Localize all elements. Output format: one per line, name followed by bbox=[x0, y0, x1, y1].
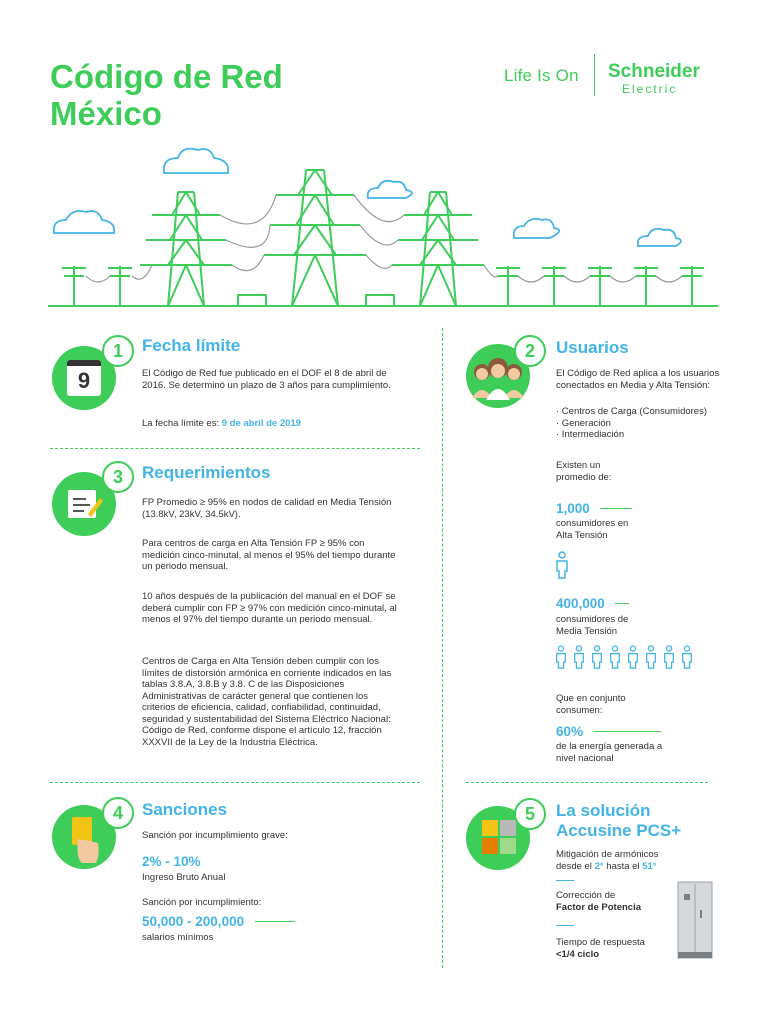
sanction-label: Sanción por incumplimiento: bbox=[142, 897, 262, 908]
stat-3-row bbox=[556, 723, 661, 741]
title-line-2: México bbox=[50, 95, 162, 132]
deadline bbox=[142, 418, 412, 430]
requirement-3: 10 años después de la publicación del manual en el DOF se deberá cumplir con FP ≥ 97% con medición cinco-minutal, al menos el 97% del tiempo durante un periodo mensual. bbox=[142, 591, 397, 625]
accent-line bbox=[615, 603, 629, 604]
sanction-value-row bbox=[142, 913, 295, 931]
brand-sub: Electric bbox=[622, 82, 678, 96]
pf-label: Corrección de bbox=[556, 890, 616, 901]
users-list-item: · Generación bbox=[556, 417, 611, 429]
mitigation-from: 2° bbox=[594, 860, 604, 872]
section-number: 2 bbox=[514, 335, 546, 367]
stat-1-row bbox=[556, 500, 632, 518]
users-text: El Código de Red aplica a los usuarios conectados en Media y Alta Tensión: bbox=[556, 368, 720, 391]
cloud-icon bbox=[54, 211, 115, 233]
requirement-1: FP Promedio ≥ 95% en nodos de calidad en Media Tensión (13.8kV, 23kV, 34.5kV). bbox=[142, 497, 392, 520]
accent-line bbox=[255, 921, 295, 922]
tower-1 bbox=[140, 192, 232, 306]
section-title: Fecha límite bbox=[142, 336, 241, 355]
section-title bbox=[556, 801, 681, 841]
person-icon bbox=[663, 645, 675, 669]
avg-intro: Existen un promedio de: bbox=[556, 460, 612, 483]
title-line-2: Accusine PCS+ bbox=[556, 821, 682, 840]
document-pen-icon bbox=[66, 486, 104, 522]
person-icon bbox=[555, 645, 567, 669]
calendar-icon bbox=[67, 360, 101, 396]
tower-2 bbox=[264, 170, 366, 306]
requirement-4: Centros de Carga en Alta Tensión deben cumplir con los límites de distorsión armónica en corriente indicados en las tablas 3.8.A, 3.8.B y 3.8. C de las Disposiciones Administrativas de carácter general que contienen los criterios de eficiencia, calidad, confiabilidad, continuidad, seguridad y sustentabilidad del Sistema Eléctrico Nacional: Código de Red, conforme dispone el artículo 12, fracción XXXVII de la Ley de la Industria Eléctrica. bbox=[142, 656, 392, 748]
deadline-value: 9 de abril de 2019 bbox=[221, 418, 301, 429]
person-icon bbox=[645, 645, 657, 669]
section-title: Sanciones bbox=[142, 800, 228, 819]
brand-divider bbox=[594, 54, 595, 96]
stat-3-value: 60% bbox=[556, 724, 584, 739]
accent-line bbox=[600, 508, 632, 509]
users-list bbox=[556, 406, 736, 441]
mitigation-to: 51° bbox=[642, 860, 657, 872]
people-row bbox=[555, 645, 693, 669]
response-value: <1/4 ciclo bbox=[556, 949, 600, 960]
cloud-icon bbox=[638, 229, 681, 246]
schneider-logo bbox=[608, 62, 700, 96]
section-divider bbox=[50, 782, 420, 783]
stat-2-value: 400,000 bbox=[556, 596, 605, 611]
users-list-item: · Centros de Carga (Consumidores) bbox=[556, 406, 708, 417]
mitigation-text bbox=[556, 849, 686, 872]
brand-name: Schneider bbox=[608, 61, 700, 82]
person-icon bbox=[573, 645, 585, 669]
accent-line bbox=[593, 731, 661, 732]
section-number: 3 bbox=[102, 461, 134, 493]
accent-line bbox=[556, 925, 574, 926]
accusine-cabinet-image bbox=[676, 880, 714, 960]
section-number: 4 bbox=[102, 797, 134, 829]
calendar-day: 9 bbox=[77, 368, 91, 393]
stat-1-value: 1,000 bbox=[556, 501, 590, 516]
sanction-unit: salarios mínimos bbox=[142, 932, 214, 943]
deadline-label: La fecha límite es: bbox=[142, 418, 220, 429]
puzzle-icon bbox=[480, 818, 518, 858]
stat-2-row bbox=[556, 595, 629, 613]
title-line-1: Código de Red bbox=[50, 58, 283, 95]
yellow-card-icon bbox=[66, 815, 104, 865]
tower-3 bbox=[392, 192, 484, 306]
accent-line bbox=[556, 880, 574, 881]
section-text: El Código de Red fue publicado en el DOF el 8 de abril de 2016. Se determinó un plazo de 3 años para cumplimiento. bbox=[142, 368, 391, 391]
person-icon bbox=[591, 645, 603, 669]
sanction-grave-value: 2% - 10% bbox=[142, 854, 201, 869]
cloud-icon bbox=[514, 219, 559, 238]
section-number: 5 bbox=[514, 798, 546, 830]
power-towers-illustration bbox=[48, 140, 718, 312]
sanction-grave-label: Sanción por incumplimiento grave: bbox=[142, 830, 288, 841]
together-text: Que en conjunto consumen: bbox=[556, 693, 626, 716]
section-title: Usuarios bbox=[556, 338, 629, 357]
person-icon bbox=[555, 551, 569, 579]
poles-left bbox=[62, 266, 132, 306]
section-number: 1 bbox=[102, 335, 134, 367]
page-title bbox=[50, 58, 380, 132]
requirement-2: Para centros de carga en Alta Tensión FP ≥ 95% con medición cinco-minutal, al menos el 95% del tiempo durante un periodo mensual. bbox=[142, 538, 396, 572]
section-divider bbox=[466, 782, 708, 783]
poles-right bbox=[496, 266, 704, 306]
pf-value: Factor de Potencia bbox=[556, 902, 641, 913]
stat-1-label: consumidores en Alta Tensión bbox=[556, 518, 629, 541]
mitigation-label: Mitigación de armónicos desde el bbox=[556, 849, 659, 872]
person-icon bbox=[681, 645, 693, 669]
sanction-value: 50,000 - 200,000 bbox=[142, 914, 245, 929]
mitigation-mid: hasta el bbox=[606, 860, 640, 872]
stat-2-label: consumidores de Media Tensión bbox=[556, 614, 629, 637]
cloud-icon bbox=[368, 181, 412, 198]
title-line-1: La solución bbox=[556, 801, 651, 820]
cloud-icon bbox=[164, 149, 228, 173]
person-icon bbox=[609, 645, 621, 669]
section-title: Requerimientos bbox=[142, 463, 271, 482]
tagline: Life Is On bbox=[504, 66, 579, 85]
vertical-divider bbox=[442, 328, 443, 968]
response-label: Tiempo de respuesta bbox=[556, 937, 645, 948]
users-list-item: · Intermediación bbox=[556, 429, 625, 440]
person-icon bbox=[627, 645, 639, 669]
sanction-grave-unit: Ingreso Bruto Anual bbox=[142, 872, 226, 883]
section-divider bbox=[50, 448, 420, 449]
stat-3-label: de la energía generada a nivel nacional bbox=[556, 741, 663, 764]
